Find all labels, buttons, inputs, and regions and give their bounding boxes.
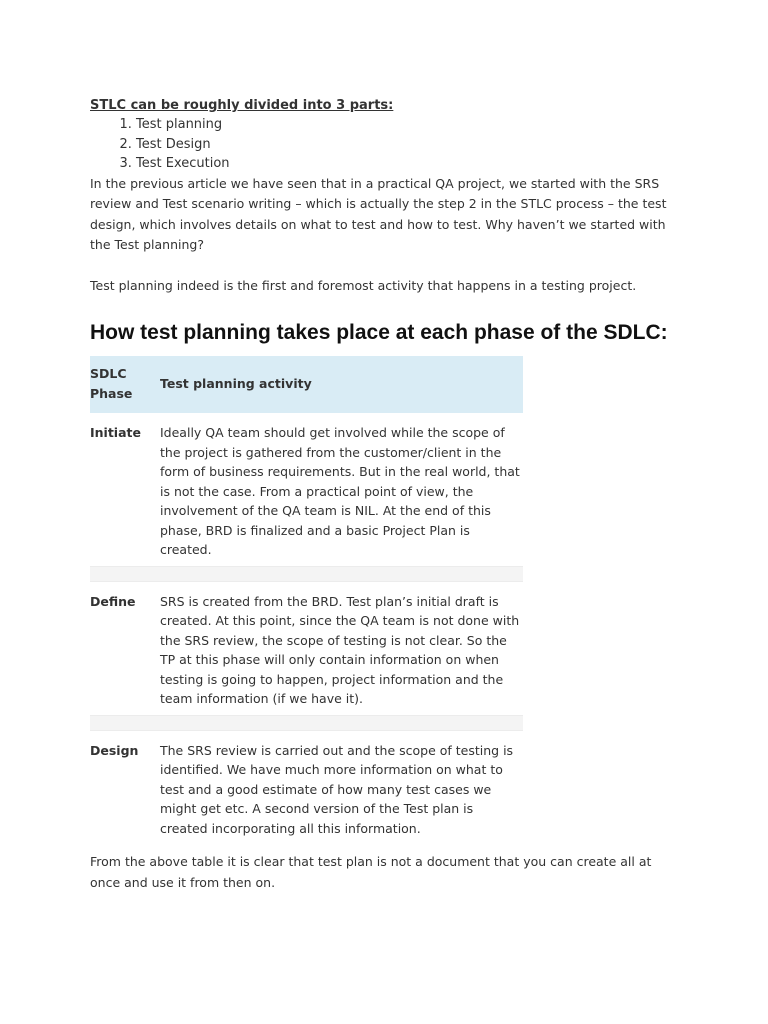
- table-spacer-row: [90, 715, 523, 730]
- stlc-parts-list: [90, 115, 680, 174]
- list-item: 2. Test Design: [136, 135, 680, 155]
- closing-paragraph: From the above table it is clear that test plan is not a document that you can create all at once and use it from then on.: [90, 854, 652, 890]
- sdlc-phase-table: [90, 356, 523, 844]
- header-sdlc-phase: SDLC Phase: [90, 356, 160, 413]
- table-row: [90, 413, 523, 566]
- table-row: [90, 581, 523, 715]
- section-heading: How test planning takes place at each phase of the SDLC:: [90, 321, 668, 344]
- phase-cell: Design: [90, 742, 139, 758]
- intro-heading: STLC can be roughly divided into 3 parts:: [90, 98, 394, 113]
- table-header-row: [90, 356, 523, 413]
- table-spacer-row: [90, 566, 523, 581]
- spacer-cell: [90, 715, 523, 730]
- spacer-cell: [90, 566, 523, 581]
- activity-cell: The SRS review is carried out and the scope of testing is identified. We have much more information on what to test and a good estimate of how many test cases we might get etc. A second version of the Test plan is created incorporating all this information.: [160, 742, 514, 836]
- paragraph-test-planning: Test planning indeed is the first and foremost activity that happens in a testing project.: [90, 277, 637, 293]
- activity-cell: SRS is created from the BRD. Test plan’s initial draft is created. At this point, since the QA team is not done with the SRS review, the scope of testing is not clear. So the TP at this phase will only contain information on when testing is going to happen, project information and the team information (if we have it).: [160, 593, 520, 706]
- phase-cell: Define: [90, 593, 136, 609]
- list-item: 1. Test planning: [136, 115, 680, 135]
- paragraph-previous-article: In the previous article we have seen that in a practical QA project, we started with the SRS review and Test scenario writing – which is actually the step 2 in the STLC process – the test design, which involves details on what to test and how to test. Why haven’t we started with the Test planning?: [90, 175, 667, 252]
- phase-cell: Initiate: [90, 425, 141, 440]
- document-page: [90, 96, 680, 893]
- activity-cell: Ideally QA team should get involved while the scope of the project is gathered from the customer/client in the form of business requirements. But in the real world, that is not the case. From a practical point of view, the involvement of the QA team is NIL. At the end of this phase, BRD is finalized and a basic Project Plan is created.: [160, 425, 520, 557]
- header-test-planning-activity: Test planning activity: [160, 356, 523, 413]
- table-row: [90, 730, 523, 844]
- list-item: 3. Test Execution: [136, 154, 680, 174]
